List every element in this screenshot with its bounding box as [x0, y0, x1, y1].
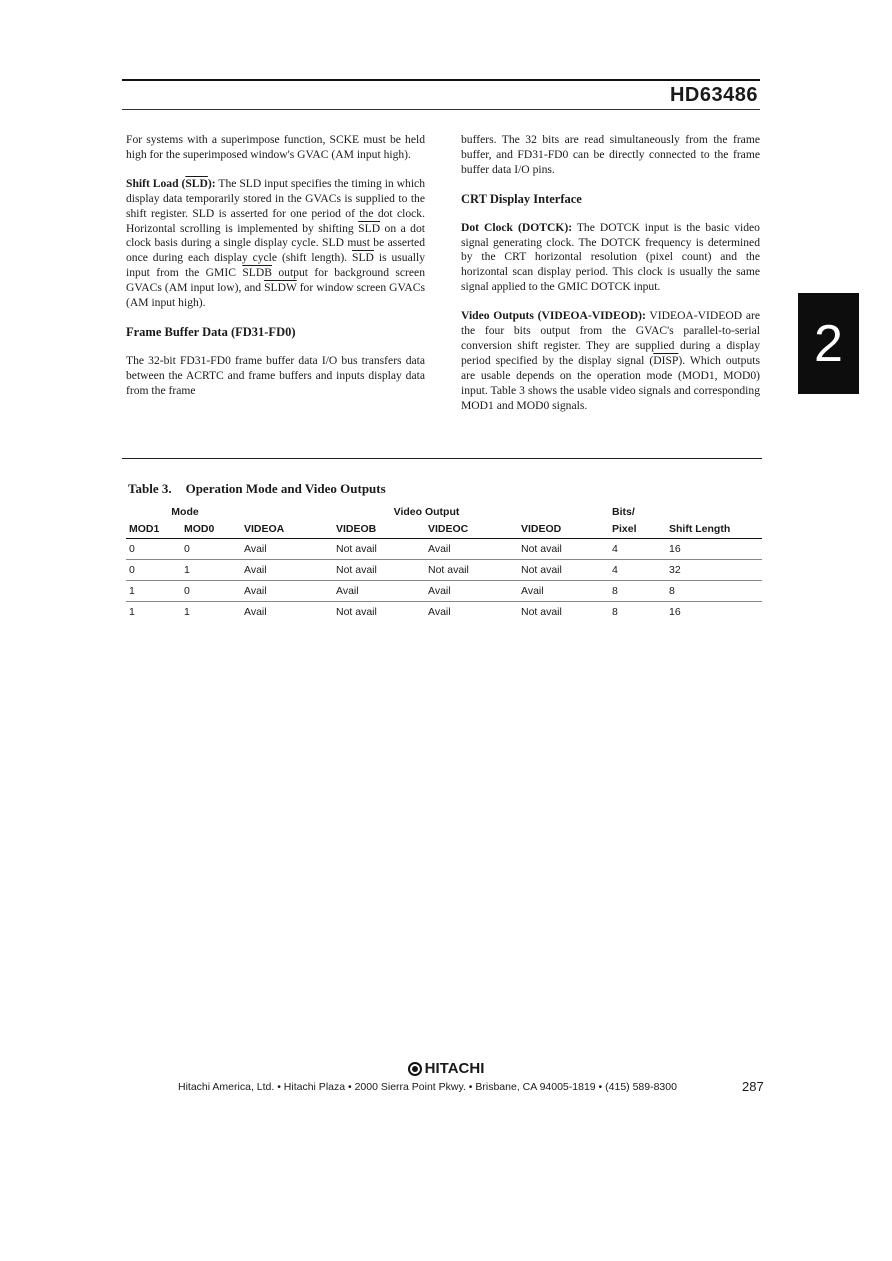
video-outputs-heading: Video Outputs (VIDEOA-VIDEOD):: [461, 309, 646, 323]
left-column: [126, 133, 425, 413]
brand-name: HITACHI: [424, 1060, 485, 1077]
table-cell: 1: [184, 606, 190, 618]
table-cell: 0: [126, 539, 181, 560]
frame-buffer-paragraph: The 32-bit FD31-FD0 frame buffer data I/O bus transfers data between the ACRTC and frame buffers and inputs display data from the frame: [126, 353, 425, 397]
table-cell: 16: [669, 606, 681, 618]
shift-load-heading-post: ):: [207, 176, 216, 190]
table-column-header-row: [126, 520, 762, 539]
part-number: HD63486: [669, 84, 758, 106]
frame-buffer-heading: Frame Buffer Data (FD31-FD0): [126, 324, 296, 339]
dot-clock-paragraph: [461, 221, 760, 296]
shift-load-signal-4: SLDW: [264, 281, 297, 295]
shift-load-heading-pre: Shift Load (: [126, 176, 186, 190]
table-cell: 0: [126, 560, 181, 581]
table-cell: Avail: [425, 581, 518, 602]
hitachi-logo: [0, 1060, 892, 1077]
table-number: Table 3.: [128, 481, 172, 496]
video-outputs-text-1: VIDEOA-VIDEOD are the four bits output from the GVAC's parallel-to-serial conversion shift register. They are supplied during a display period specified by the display signal (: [461, 309, 760, 367]
table-cell: Avail: [518, 581, 609, 602]
shift-load-signal-2: $\overline{SLD}$: [352, 251, 374, 265]
video-outputs-signal: DISP: [653, 353, 679, 367]
dot-clock-heading: Dot Clock (DOTCK):: [461, 220, 573, 234]
superimpose-paragraph: For systems with a superimpose function, SCKE must be held high for the superimposed window's GVAC (AM input high).: [126, 133, 425, 161]
empty-group-header: [666, 504, 762, 520]
section-tab-label: 2: [814, 314, 843, 373]
column-header: Pixel: [609, 520, 666, 539]
section-divider: [122, 458, 762, 459]
bits-group-header: Bits/: [612, 506, 635, 518]
dot-clock-text: The DOTCK input is the basic video signal generating clock. The DOTCK frequency is determined by the CRT horizontal resolution (pixel count) and the horizontal scan display period. This clock is usually the same signal applied to the GMIC DOTCK input.: [461, 220, 760, 294]
table-cell: Not avail: [521, 606, 562, 618]
table-group-header-row: [126, 504, 762, 520]
table-cell: 8: [612, 606, 618, 618]
table-row: [126, 581, 762, 602]
crt-interface-heading: CRT Display Interface: [461, 191, 582, 206]
column-header: VIDEOC: [425, 520, 518, 539]
table-row: [126, 560, 762, 581]
right-column: [461, 133, 760, 428]
table-cell: 1: [126, 581, 181, 602]
table-title: Operation Mode and Video Outputs: [185, 481, 386, 496]
table-row: [126, 602, 762, 623]
shift-load-signal-1: $\overline{SLD}$: [358, 221, 381, 235]
table-cell: 4: [609, 539, 666, 560]
column-header: VIDEOD: [518, 520, 609, 539]
header-underline: [122, 109, 760, 110]
section-tab: [798, 293, 859, 394]
shift-load-text-4: output for background screen GVACs (AM input low), and: [126, 266, 425, 295]
table-row: [126, 539, 762, 560]
table-cell: 8: [609, 581, 666, 602]
table-cell: 32: [666, 560, 762, 581]
table-cell: Avail: [241, 560, 333, 581]
column-header: VIDEOB: [333, 520, 425, 539]
table-cell: Avail: [241, 539, 333, 560]
table-cell: Avail: [241, 581, 333, 602]
table-cell: Avail: [333, 581, 425, 602]
table-cell: Not avail: [518, 560, 609, 581]
shift-load-text-1: The SLD input specifies the timing in which display data temporarily stored in the GVACs is supplied to the shift register. SLD is asserted for one period of the dot clock. Horizontal scrolling is implemented by shifting: [126, 176, 425, 235]
table-cell: Not avail: [518, 539, 609, 560]
table-cell: 1: [129, 606, 135, 618]
table-cell: Avail: [428, 606, 451, 618]
table-cell: Avail: [244, 606, 267, 618]
shift-load-heading: [126, 177, 216, 190]
table-cell: 4: [609, 560, 666, 581]
table-caption: [128, 481, 386, 497]
video-output-group-header: Video Output: [393, 506, 460, 518]
table-cell: 16: [666, 539, 762, 560]
video-outputs-text-2: ). Which outputs are usable depends on the operation mode (MOD1, MOD0) input. Table 3 shows the usable video signals and corresponding MOD1 and MOD0 signals.: [461, 353, 760, 412]
operation-mode-table: [126, 504, 762, 622]
page-number: 287: [742, 1079, 764, 1094]
shift-load-text-5: for window screen GVACs (AM input high).: [126, 281, 425, 310]
table-cell: 8: [666, 581, 762, 602]
shift-load-signal-3: SLDB: [242, 266, 272, 280]
buffers-paragraph: buffers. The 32 bits are read simultaneously from the frame buffer, and FD31-FD0 can be directly connected to the frame buffer data I/O pins.: [461, 133, 760, 176]
table-cell: Not avail: [425, 560, 518, 581]
column-header: MOD0: [181, 520, 241, 539]
footer-address: Hitachi America, Ltd. • Hitachi Plaza • 2000 Sierra Point Pkwy. • Brisbane, CA 94005-1819 • (415) 589-8300: [178, 1081, 677, 1093]
column-header: VIDEOA: [241, 520, 333, 539]
table-cell: 1: [181, 560, 241, 581]
header-rule: [122, 79, 760, 81]
shift-load-text-3: is usually input from the GMIC: [126, 251, 425, 280]
table-cell: Avail: [425, 539, 518, 560]
shift-load-paragraph: [126, 177, 425, 311]
table-cell: 0: [181, 581, 241, 602]
shift-load-text-2: on a dot clock basis during a single display cycle. SLD must be asserted once during each display cycle (shift length).: [126, 221, 425, 265]
column-header: MOD1: [126, 520, 181, 539]
table-cell: Not avail: [336, 606, 377, 618]
table-cell: Not avail: [333, 539, 425, 560]
table-cell: 0: [181, 539, 241, 560]
hitachi-logo-icon: [408, 1062, 422, 1076]
video-outputs-paragraph: [461, 309, 760, 413]
mode-group-header: Mode: [171, 506, 199, 518]
table-cell: Not avail: [333, 560, 425, 581]
column-header: Shift Length: [666, 520, 762, 539]
shift-load-heading-signal: $\overline{SLD}$: [185, 176, 208, 190]
